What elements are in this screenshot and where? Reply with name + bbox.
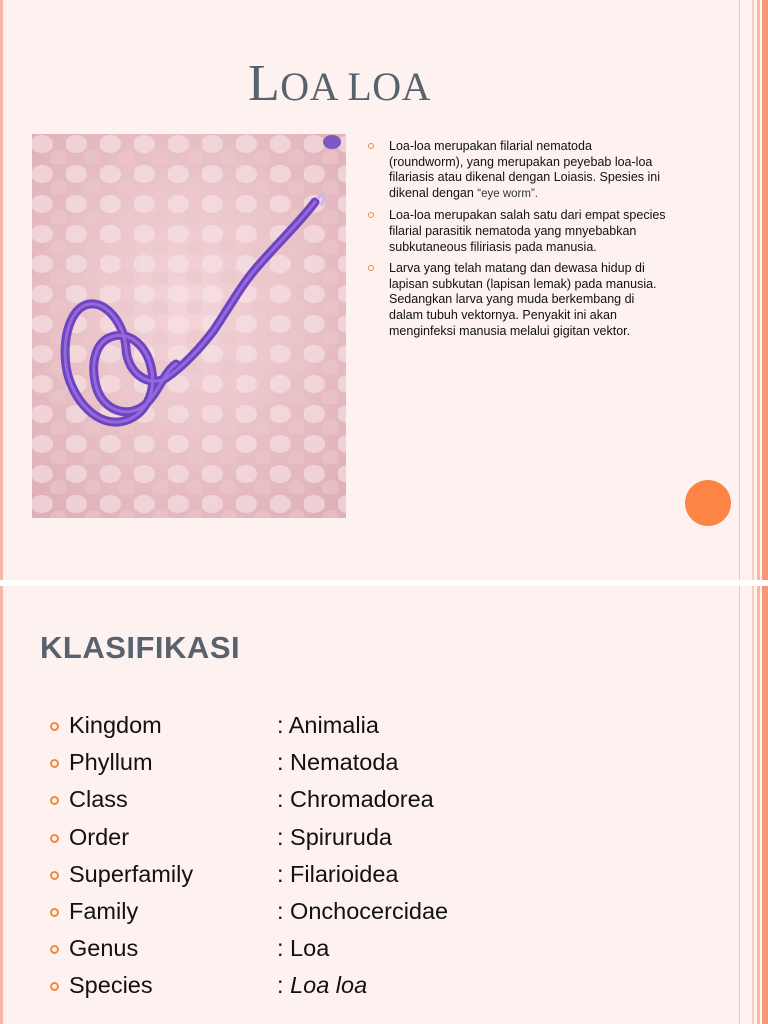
rank-label: Kingdom [69,712,162,738]
right-edge-stripe [762,0,768,580]
rank-value: : Nematoda [277,749,399,776]
microscope-image-svg [32,134,346,518]
right-edge-stripe [752,586,754,1024]
species-name: Loa loa [290,972,368,999]
rank-label: Phyllum [69,749,153,776]
left-edge-stripe [0,586,3,1024]
right-edge-stripe [757,586,760,1024]
bullet-item: Larva yang telah matang dan dewasa hidup di lapisan subkutan (lapisan lemak) pada manusia. Sedangkan larva yang muda berkembang di dalam tubuh vektornya. Penyakit ini akan menginfeksi manusia melalui gigitan vektor. [366,261,666,339]
rank-value: : Loa [277,935,330,962]
right-edge-stripe [739,0,740,580]
accent-circle [685,480,731,526]
slide-title: LOA LOA [248,55,432,112]
right-edge-stripe [762,586,768,1024]
rank-label: Genus [69,935,139,962]
slide-title: KLASIFIKASI [40,630,241,665]
right-edge-stripe [757,0,760,580]
rank-label: Superfamily [69,860,194,887]
right-edge-stripe [739,586,740,1024]
bullet-item: Loa-loa merupakan filarial nematoda (roundworm), yang merupakan peyebab loa-loa filariasis atau dikenal dengan Loiasis. Spesies ini dikenal dengan “eye worm”. [366,139,666,202]
rank-value: : Animalia [277,712,379,738]
rank-value: : Filarioidea [277,860,399,887]
slide-2 [0,586,768,1024]
rank-label: Order [69,823,130,850]
description-bullets [366,139,666,345]
rank-value: : Spiruruda [277,823,392,850]
left-edge-stripe [0,0,3,580]
loa-loa-microscope-image [32,134,346,518]
rank-value: : Chromadorea [277,786,434,813]
rank-value: : Onchocercidae [277,897,449,924]
rank-label: Family [69,897,139,924]
rank-label: Species [69,972,153,999]
rank-value: : Loa loa [277,972,368,999]
bullet-item: Loa-loa merupakan salah satu dari empat species filarial parasitik nematoda yang mnyebabkan subkutaneous filiriasis pada manusia. [366,208,666,255]
rank-label: Class [69,786,128,813]
right-edge-stripe [752,0,754,580]
